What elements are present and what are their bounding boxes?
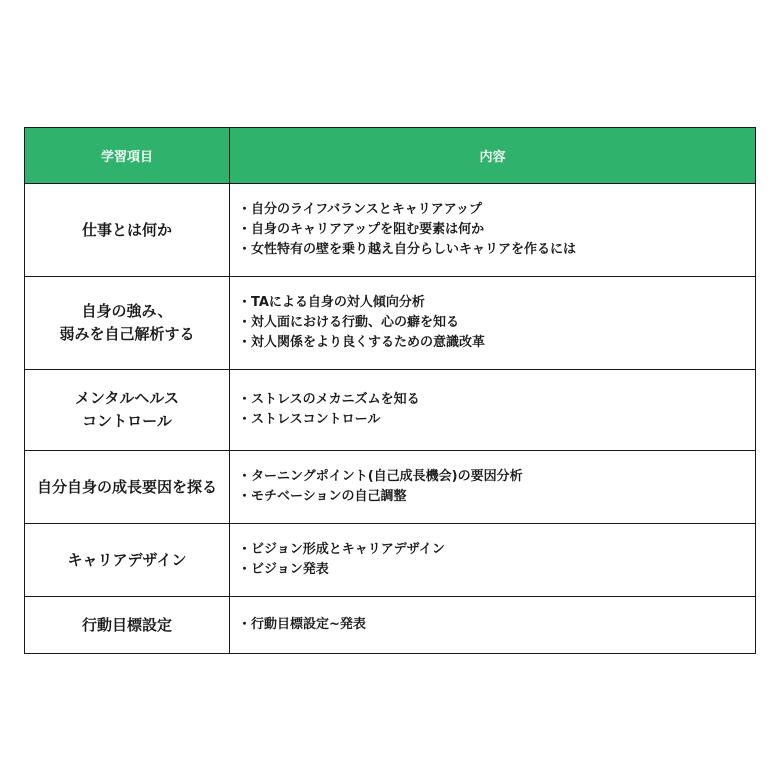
table-row [25, 524, 756, 597]
table-row [25, 277, 756, 370]
list-item: ・TAによる自身の対人傾向分析 [238, 295, 425, 310]
list-item: ・ターニングポイント(自己成長機会)の要因分析 [238, 469, 523, 484]
row-topic: 仕事とは何か [25, 184, 230, 277]
table-row [25, 184, 756, 277]
list-item: ・対人関係をより良くするための意識改革 [238, 335, 486, 350]
list-item: ・ストレスコントロール [238, 412, 381, 427]
list-item: ・ビジョン形成とキャリアデザイン [238, 542, 445, 557]
table-row [25, 597, 756, 654]
list-item: ・行動目標設定~発表 [238, 617, 366, 632]
row-topic: メンタルヘルス コントロール [25, 370, 230, 451]
row-content [230, 451, 756, 524]
list-item: ・自身のキャリアアップを阻む要素は何か [238, 222, 485, 237]
table-row [25, 451, 756, 524]
row-content [230, 370, 756, 451]
row-content [230, 524, 756, 597]
row-content [230, 597, 756, 654]
curriculum-table-container [24, 127, 755, 654]
list-item: ・自分のライフバランスとキャリアアップ [238, 202, 482, 217]
curriculum-table [24, 127, 756, 654]
list-item: ・女性特有の壁を乗り越え自分らしいキャリアを作るには [238, 242, 577, 257]
header-topic: 学習項目 [25, 128, 230, 184]
row-topic: キャリアデザイン [25, 524, 230, 597]
table-row [25, 370, 756, 451]
row-content [230, 184, 756, 277]
list-item: ・ビジョン発表 [238, 562, 329, 577]
table-header-row [25, 128, 756, 184]
list-item: ・ストレスのメカニズムを知る [238, 392, 420, 407]
list-item: ・モチベーションの自己調整 [238, 489, 407, 504]
row-content [230, 277, 756, 370]
list-item: ・対人面における行動、心の癖を知る [238, 315, 460, 330]
header-content: 内容 [230, 128, 756, 184]
row-topic: 自身の強み、 弱みを自己解析する [25, 277, 230, 370]
row-topic: 自分自身の成長要因を探る [25, 451, 230, 524]
row-topic: 行動目標設定 [25, 597, 230, 654]
